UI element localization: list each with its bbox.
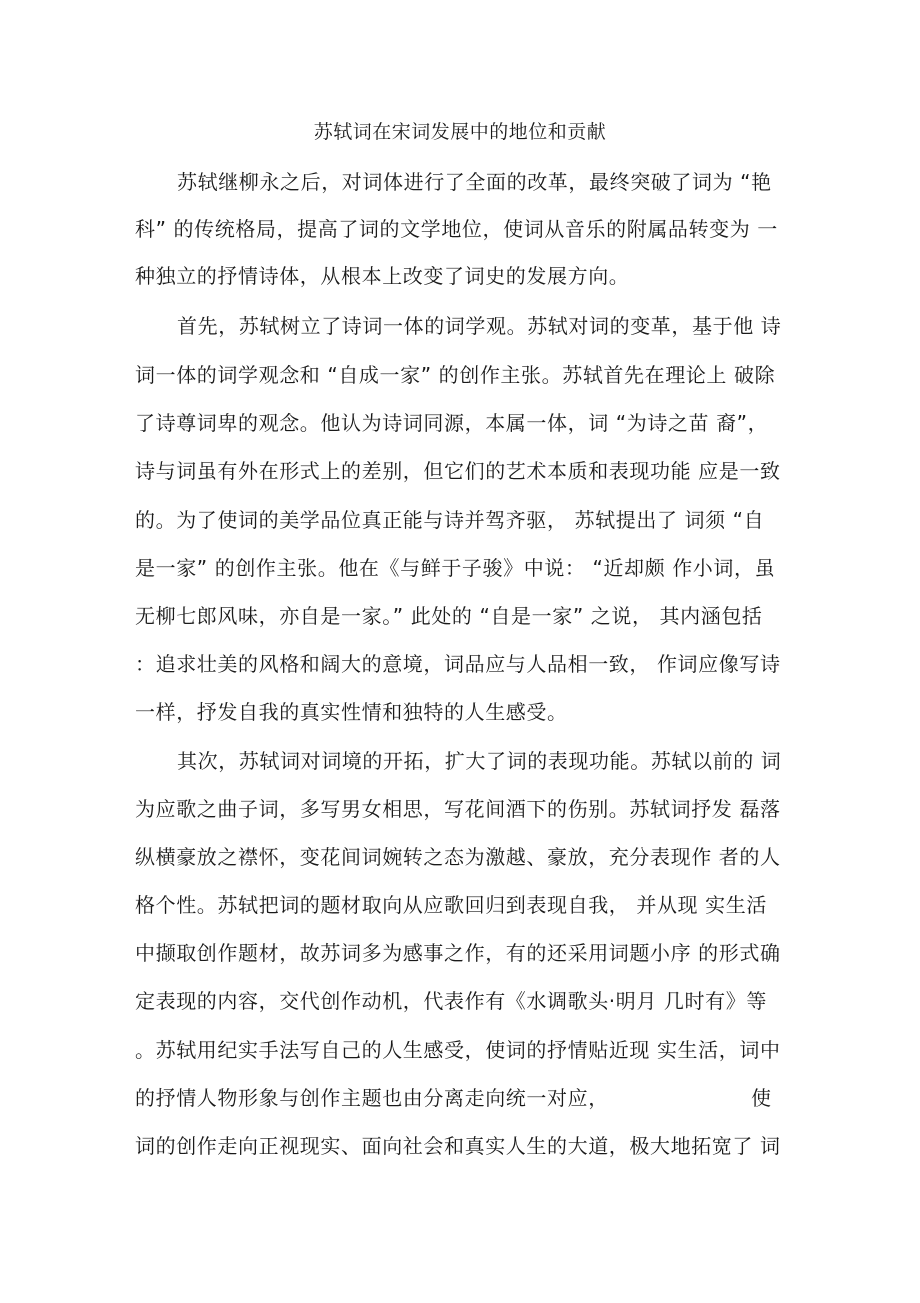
paragraph-line: 其次，苏轼词对词境的开拓，扩大了词的表现功能。苏轼以前的 词 [177, 749, 782, 773]
paragraph-line-fragment: 使 [751, 1086, 771, 1110]
paragraph-line: 科” 的传统格局，提高了词的文学地位，使词从音乐的附属品转变为 一 [135, 217, 778, 241]
paragraph-line: 种独立的抒情诗体，从根本上改变了词史的发展方向。 [135, 264, 630, 288]
paragraph-line: 是一家” 的创作主张。他在《与鲜于子骏》中说： “近却颇 作小词，虽 [135, 556, 776, 580]
paragraph-line: 。苏轼用纪实手法写自己的人生感受，使词的抒情贴近现 实生活，词中 [135, 1038, 781, 1062]
paragraph-line: 定表现的内容，交代创作动机，代表作有《水调歌头·明月 几时有》等 [135, 989, 767, 1013]
paragraph-line: 中撷取创作题材，故苏词多为感事之作，有的还采用词题小序 的形式确 [135, 941, 781, 965]
paragraph-line: 诗与词虽有外在形式上的差别，但它们的艺术本质和表现功能 应是一致 [135, 459, 781, 483]
paragraph-line: 的。为了使词的美学品位真正能与诗并驾齐驱， 苏轼提出了 词须 “自 [135, 508, 765, 532]
paragraph-line: ：追求壮美的风格和阔大的意境，词品应与人品相一致， 作词应像写诗 [135, 652, 781, 676]
paragraph-line: 首先，苏轼树立了诗词一体的词学观。苏轼对词的变革，基于他 诗 [177, 314, 782, 338]
paragraph-line: 了诗尊词卑的观念。他认为诗词同源，本属一体，词 “为诗之苗 裔”， [135, 411, 769, 435]
paragraph-line: 格个性。苏轼把词的题材取向从应歌回归到表现自我， 并从现 实生活 [135, 893, 767, 917]
document-title: 苏轼词在宋词发展中的地位和贡献 [313, 121, 607, 143]
paragraph-line: 一样，抒发自我的真实性情和独特的人生感受。 [135, 700, 568, 724]
paragraph-line: 纵横豪放之襟怀，变花间词婉转之态为激越、豪放，充分表现作 者的人 [135, 845, 781, 869]
paragraph-line: 词的创作走向正视现实、面向社会和真实人生的大道，极大地拓宽了 词 [135, 1134, 781, 1158]
paragraph-line: 词一体的词学观念和 “自成一家” 的创作主张。苏轼首先在理论上 破除 [135, 363, 776, 387]
paragraph-line: 为应歌之曲子词，多写男女相思，写花间酒下的伤别。苏轼词抒发 磊落 [135, 797, 781, 821]
paragraph-line: 的抒情人物形象与创作主题也由分离走向统一对应， [135, 1086, 609, 1110]
paragraph-line: 苏轼继柳永之后，对词体进行了全面的改革，最终突破了词为 “艳 [177, 170, 772, 194]
paragraph-line: 无柳七郎风味，亦自是一家。” 此处的 “自是一家” 之说， 其内涵包括 [135, 604, 763, 628]
